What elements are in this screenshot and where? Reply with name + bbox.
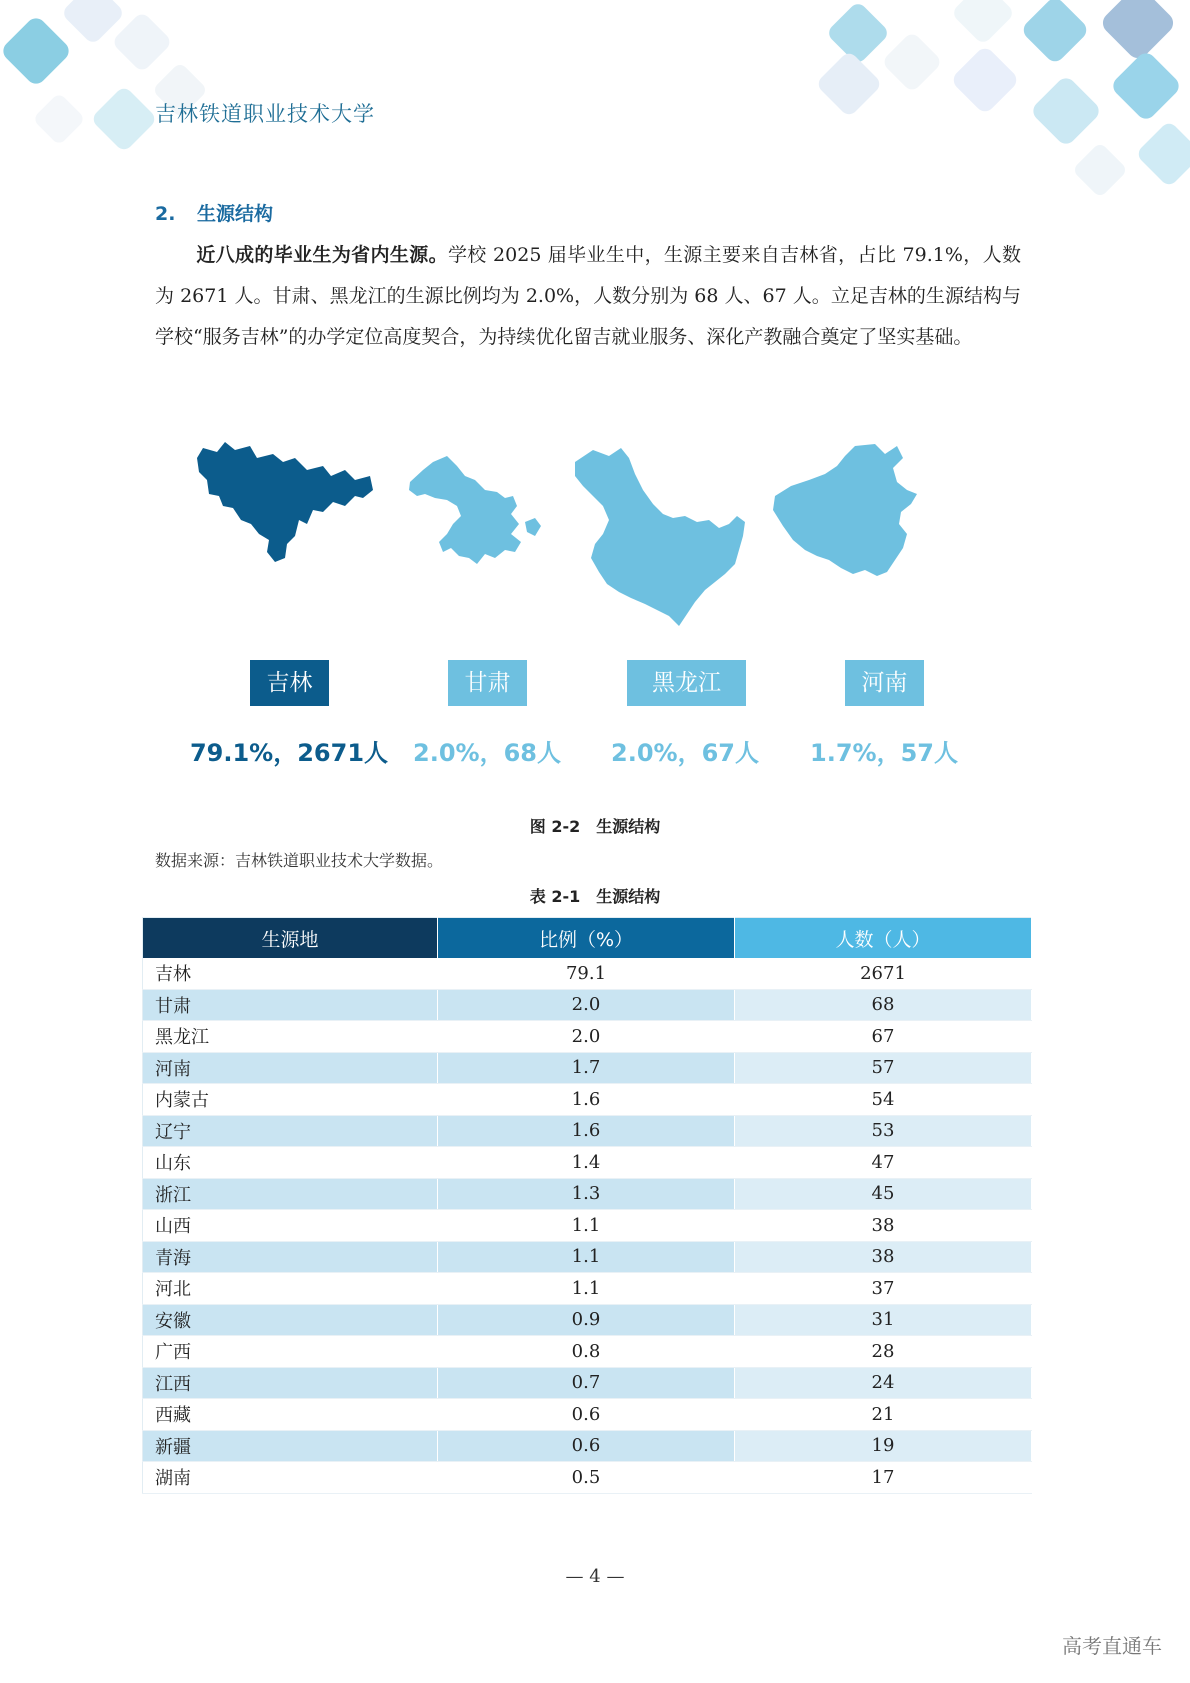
province-label-jilin: 吉林 [250, 660, 329, 706]
province-maps [195, 440, 1005, 660]
paragraph-lead: 近八成的毕业生为省内生源。 [196, 244, 448, 266]
cell-origin: 湖南 [143, 1462, 438, 1494]
cell-ratio: 0.7 [438, 1367, 735, 1399]
table-row [143, 1430, 1032, 1462]
section-heading [155, 199, 273, 226]
table-row [143, 1367, 1032, 1399]
table-row [143, 1084, 1032, 1116]
cell-origin: 辽宁 [143, 1115, 438, 1147]
cell-count: 24 [735, 1367, 1032, 1399]
cell-ratio: 0.9 [438, 1304, 735, 1336]
cell-ratio: 1.1 [438, 1210, 735, 1242]
table-row [143, 1336, 1032, 1368]
cell-count: 53 [735, 1115, 1032, 1147]
cell-count: 67 [735, 1021, 1032, 1053]
cell-ratio: 79.1 [438, 958, 735, 989]
table-row [143, 1021, 1032, 1053]
cell-ratio: 0.6 [438, 1399, 735, 1431]
figure-caption: 图 2-2 生源结构 [529, 817, 661, 836]
cell-ratio: 1.7 [438, 1052, 735, 1084]
column-header-origin: 生源地 [143, 918, 438, 959]
section-number: 2. [155, 203, 176, 225]
cell-ratio: 1.6 [438, 1115, 735, 1147]
province-stat-henan: 1.7%，57人 [810, 739, 958, 767]
province-label-gansu: 甘肃 [448, 660, 527, 706]
henan-map-shape [773, 444, 917, 576]
cell-origin: 西藏 [143, 1399, 438, 1431]
cell-count: 68 [735, 989, 1032, 1021]
cell-ratio: 1.6 [438, 1084, 735, 1116]
table-row [143, 1304, 1032, 1336]
body-paragraph [155, 235, 1021, 358]
gansu-map-shape [409, 456, 541, 564]
cell-count: 37 [735, 1273, 1032, 1305]
table-row [143, 1241, 1032, 1273]
cell-origin: 河南 [143, 1052, 438, 1084]
column-header-ratio: 比例（%） [438, 918, 735, 959]
cell-ratio: 1.3 [438, 1178, 735, 1210]
cell-origin: 山东 [143, 1147, 438, 1179]
data-source-note: 数据来源：吉林铁道职业技术大学数据。 [155, 851, 444, 870]
table-row [143, 1178, 1032, 1210]
cell-ratio: 0.5 [438, 1462, 735, 1494]
cell-count: 21 [735, 1399, 1032, 1431]
cell-ratio: 1.4 [438, 1147, 735, 1179]
cell-count: 45 [735, 1178, 1032, 1210]
jilin-map-shape [197, 442, 373, 562]
table-row [143, 1115, 1032, 1147]
cell-count: 57 [735, 1052, 1032, 1084]
table-row [143, 1210, 1032, 1242]
cell-count: 17 [735, 1462, 1032, 1494]
table-row [143, 958, 1032, 989]
cell-count: 54 [735, 1084, 1032, 1116]
column-header-count: 人数（人） [735, 918, 1032, 959]
cell-ratio: 0.6 [438, 1430, 735, 1462]
cell-origin: 甘肃 [143, 989, 438, 1021]
heilongjiang-map-shape [575, 448, 745, 626]
cell-count: 28 [735, 1336, 1032, 1368]
cell-ratio: 0.8 [438, 1336, 735, 1368]
province-stat-jilin: 79.1%，2671人 [189, 739, 389, 767]
watermark-text: 高考直通车 [1062, 1634, 1162, 1658]
paragraph-body: 学校 2025 届毕业生中，生源主要来自吉林省，占比 79.1%，人数为 2671 人。甘肃、黑龙江的生源比例均为 2.0%，人数分别为 68 人、67 人。立足吉林的生源结构与学校“服务吉林”的办学定位高度契合，为持续优化留吉就业服务、深化产教融合奠定了坚实基础。 [155, 244, 1021, 348]
table-row [143, 1462, 1032, 1494]
cell-origin: 浙江 [143, 1178, 438, 1210]
cell-origin: 内蒙古 [143, 1084, 438, 1116]
cell-count: 19 [735, 1430, 1032, 1462]
table-header-row [143, 918, 1032, 959]
cell-count: 2671 [735, 958, 1032, 989]
cell-ratio: 2.0 [438, 1021, 735, 1053]
cell-origin: 青海 [143, 1241, 438, 1273]
province-label-henan: 河南 [845, 660, 924, 706]
cell-count: 38 [735, 1210, 1032, 1242]
province-label-heilongjiang: 黑龙江 [627, 660, 746, 706]
cell-origin: 江西 [143, 1367, 438, 1399]
cell-count: 47 [735, 1147, 1032, 1179]
province-stat-gansu: 2.0%，68人 [413, 739, 561, 767]
cell-origin: 安徽 [143, 1304, 438, 1336]
cell-origin: 新疆 [143, 1430, 438, 1462]
cell-ratio: 1.1 [438, 1241, 735, 1273]
table-row [143, 1399, 1032, 1431]
cell-ratio: 1.1 [438, 1273, 735, 1305]
table-row [143, 989, 1032, 1021]
table-row [143, 1052, 1032, 1084]
table-row [143, 1273, 1032, 1305]
cell-ratio: 2.0 [438, 989, 735, 1021]
cell-count: 38 [735, 1241, 1032, 1273]
document-header-title: 吉林铁道职业技术大学 [155, 102, 375, 126]
cell-origin: 河北 [143, 1273, 438, 1305]
source-structure-table [142, 917, 1032, 1494]
table-row [143, 1147, 1032, 1179]
cell-origin: 黑龙江 [143, 1021, 438, 1053]
cell-origin: 吉林 [143, 958, 438, 989]
province-stat-heilongjiang: 2.0%，67人 [611, 739, 759, 767]
section-title: 生源结构 [197, 203, 274, 225]
page-number: — 4 — [565, 1566, 625, 1587]
table-caption: 表 2-1 生源结构 [529, 887, 661, 906]
cell-origin: 山西 [143, 1210, 438, 1242]
cell-origin: 广西 [143, 1336, 438, 1368]
cell-count: 31 [735, 1304, 1032, 1336]
